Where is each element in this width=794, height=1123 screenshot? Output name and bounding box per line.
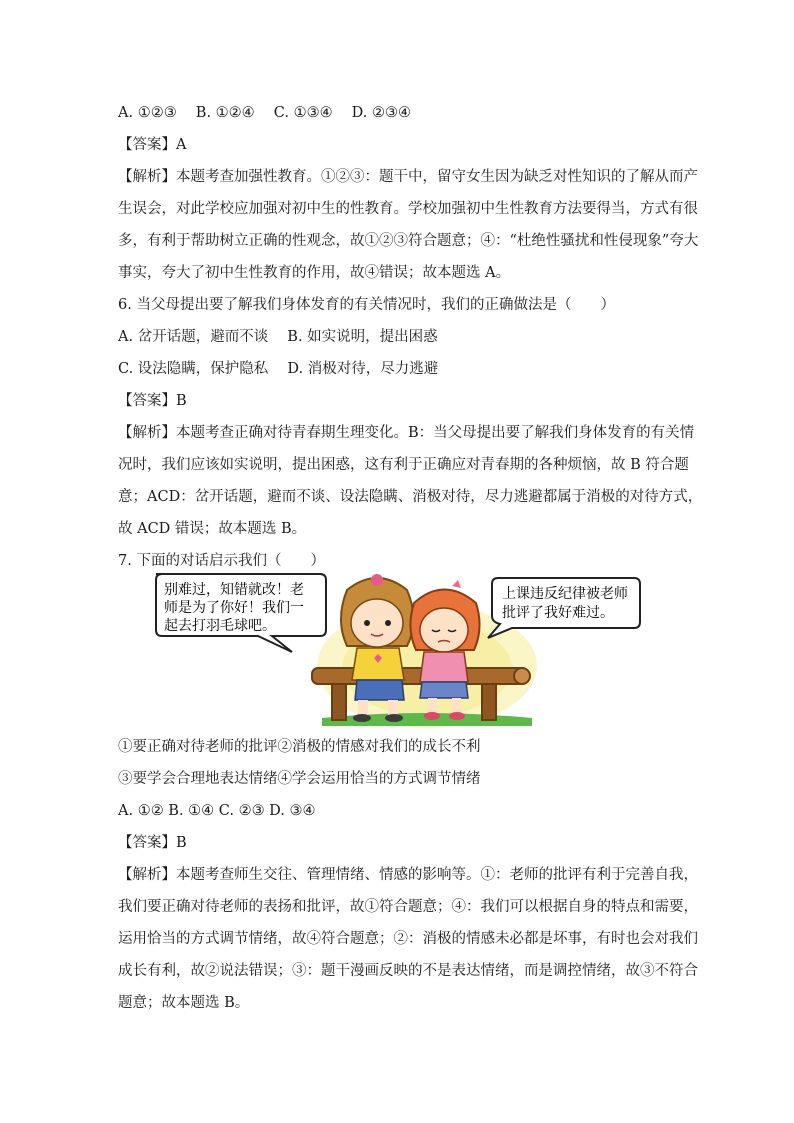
left-bubble-line-1: 别难过，知错就改！老 — [164, 582, 304, 598]
right-bubble-line-2: 批评了我好难过。 — [502, 605, 614, 621]
q7-statements-1: ①要正确对待老师的批评②消极的情感对我们的成长不利 — [118, 739, 481, 755]
bench-log-end — [514, 668, 530, 684]
q7-question: 7. 下面的对话启示我们（ ） — [118, 553, 325, 569]
left-bubble-line-3: 起去打羽毛球吧。 — [164, 618, 276, 634]
q6-question: 6. 当父母提出要了解我们身体发育的有关情况时，我们的正确做法是（ ） — [118, 297, 615, 313]
q6-answer: 【答案】B — [118, 393, 187, 409]
q6-explanation-line-4: 故 ACD 错误；故本题选 B。 — [118, 521, 307, 537]
q6-explanation-line-1: 【解析】本题考查正确对待青春期生理变化。B：当父母提出要了解我们身体发育的有关情 — [118, 425, 695, 441]
q7-explanation-line-1: 【解析】本题考查师生交往、管理情绪、情感的影响等。①：老师的批评有利于完善自我， — [118, 867, 698, 883]
q6-options-cd: C. 设法隐瞒，保护隐私 D. 消极对待，尽力逃避 — [118, 361, 439, 377]
bench-leg-right — [482, 684, 496, 720]
q5-options: A. ①②③ B. ①②④ C. ①③④ D. ②③④ — [118, 105, 412, 121]
q5-explanation-line-2: 生误会，对此学校应加强对初中生的性教育。学校加强初中生性教育方法要得当，方式有很 — [118, 201, 698, 217]
q7-options: A. ①② B. ①④ C. ②③ D. ③④ — [118, 803, 316, 819]
q6-explanation-line-3: 意；ACD：岔开话题，避而不谈、设法隐瞒、消极对待，尽力逃避都属于消极的对待方式， — [118, 489, 703, 505]
q6-options-ab: A. 岔开话题，避而不谈 B. 如实说明，提出困惑 — [118, 329, 438, 345]
bench-leg-left — [332, 684, 346, 720]
q5-explanation-line-3: 多，有利于帮助树立正确的性观念，故①②③符合题意；④：“杜绝性骚扰和性侵现象”夸大 — [118, 233, 699, 249]
q7-statements-2: ③要学会合理地表达情绪④学会运用恰当的方式调节情绪 — [118, 771, 481, 787]
left-bubble-line-2: 师是为了你好！我们一 — [164, 600, 304, 616]
speech-bubble-left — [156, 574, 326, 652]
q5-explanation-line-4: 事实，夸大了初中生性教育的作用，故④错误；故本题选 A。 — [118, 265, 511, 281]
q5-explanation-line-1: 【解析】本题考查加强性教育。①②③：题干中，留守女生因为缺乏对性知识的了解从而产 — [118, 169, 698, 185]
q7-explanation-line-2: 我们要正确对待老师的表扬和批评，故①符合题意；④：我们可以根据自身的特点和需要， — [118, 899, 698, 915]
q7-explanation-line-5: 题意；故本题选 B。 — [118, 995, 250, 1011]
q6-explanation-line-2: 况时，我们应该如实说明，提出困惑，这有利于正确应对青春期的各种烦恼，故 B 符合题 — [118, 457, 689, 473]
q7-answer: 【答案】B — [118, 835, 187, 851]
cartoon-illustration — [152, 568, 642, 728]
q7-explanation-line-4: 成长有利，故②说法错误；③：题干漫画反映的不是表达情绪，而是调控情绪，故③不符合 — [118, 963, 698, 979]
q5-answer: 【答案】A — [118, 137, 187, 153]
q7-explanation-line-3: 运用恰当的方式调节情绪，故④符合题意；②：消极的情感未必都是坏事，有时也会对我们 — [118, 931, 698, 947]
speech-bubble-right — [488, 578, 640, 638]
right-bubble-line-1: 上课违反纪律被老师 — [502, 586, 628, 602]
